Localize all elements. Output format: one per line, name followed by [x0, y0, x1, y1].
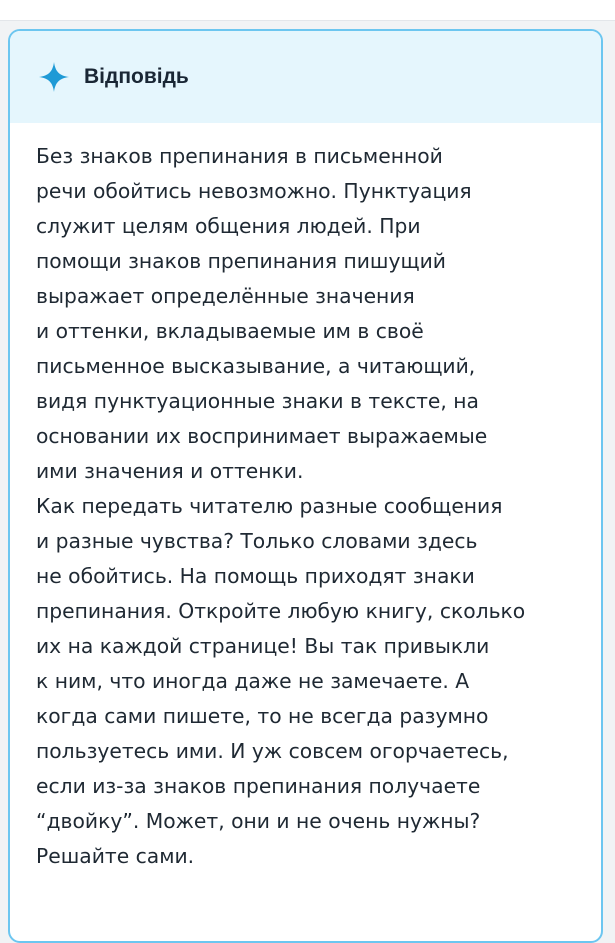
answer-line: не обойтись. На помощь приходят знаки [36, 564, 475, 588]
answer-line: Как передать читателю разные сообщения [36, 494, 503, 518]
sparkle-icon [38, 61, 70, 93]
answer-line: письменное высказывание, а читающий, [36, 354, 476, 378]
answer-line: выражает определённые значения [36, 284, 415, 308]
answer-title: Відповідь [84, 65, 189, 88]
answer-line: Решайте сами. [36, 844, 195, 868]
answer-line: и оттенки, вкладываемые им в своё [36, 319, 424, 343]
answer-line: речи обойтись невозможно. Пунктуация [36, 179, 472, 203]
answer-card-header [10, 31, 601, 123]
answer-line: если из-за знаков препинания получаете [36, 774, 481, 798]
answer-line: Без знаков препинания в письменной [36, 144, 443, 168]
answer-line: видя пунктуационные знаки в тексте, на [36, 389, 479, 413]
answer-line: ими значения и оттенки. [36, 459, 304, 483]
answer-line: помощи знаков препинания пишущий [36, 249, 446, 273]
answer-line: служит целям общения людей. При [36, 214, 421, 238]
answer-card [8, 29, 603, 943]
answer-line: препинания. Откройте любую книгу, сколько [36, 599, 526, 623]
answer-line: к ним, что иногда даже не замечаете. А [36, 669, 470, 693]
answer-line: основании их воспринимает выражаемые [36, 424, 488, 448]
answer-line: “двойку”. Может, они и не очень нужны? [36, 809, 481, 833]
top-strip [0, 0, 615, 21]
answer-line: и разные чувства? Только словами здесь [36, 529, 478, 553]
answer-line: их на каждой странице! Вы так привыкли [36, 634, 490, 658]
answer-line: когда сами пишете, то не всегда разумно [36, 704, 489, 728]
answer-line: пользуетесь ими. И уж совсем огорчаетесь, [36, 739, 509, 763]
answer-text [10, 123, 601, 874]
